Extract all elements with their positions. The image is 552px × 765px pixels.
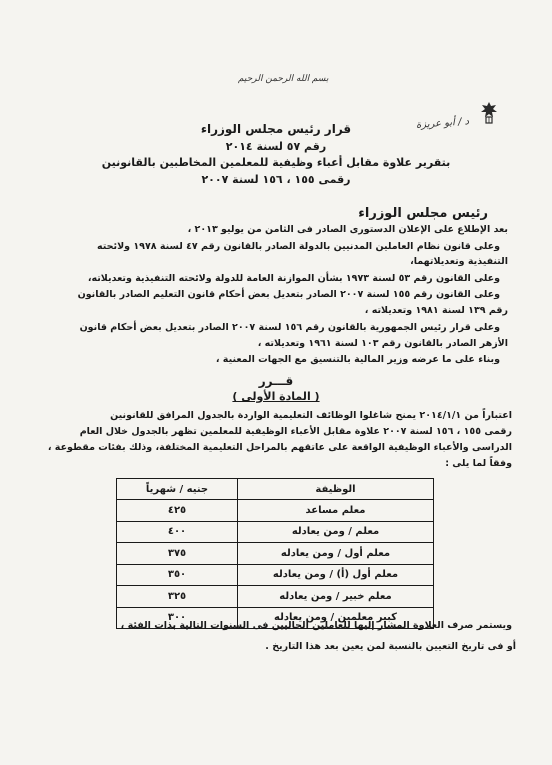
allowance-table xyxy=(116,478,434,629)
job-cell: معلم مساعد xyxy=(238,500,434,522)
amount-cell: ٤٢٥ xyxy=(117,500,238,522)
article-title: ( المادة الأولى ) xyxy=(232,390,320,403)
job-cell: معلم / ومن يعادله xyxy=(238,521,434,543)
paragraph-line: الأزهر الصادر بالقانون رقم ١٠٣ لسنة ١٩٦١ وتعديلاته ، xyxy=(257,338,508,349)
amount-cell: ٣٥٠ xyxy=(117,564,238,586)
article-line: اعتباراً من ٢٠١٤/١/١ يمنح شاغلوا الوظائف التعليمية الواردة بالجدول المرافق للقانونين xyxy=(110,410,512,421)
paragraph-line: وبناء على ما عرضه وزير المالية بالتنسيق مع الجهات المعنية ، xyxy=(215,354,500,365)
decree-subject: بتقرير علاوة مقابل أعباء وظيفية للمعلمين المخاطبين بالقانونين xyxy=(101,156,451,169)
job-cell: معلم أول (أ) / ومن يعادله xyxy=(238,564,434,586)
handwritten-signature: د / أبو عريزة xyxy=(415,116,470,131)
table-row xyxy=(117,521,434,543)
basmala: بسم الله الرحمن الرحيم xyxy=(238,74,329,84)
column-header-amount: جنيه / شهرياً xyxy=(117,479,238,500)
body-heading: رئيس مجلس الوزراء xyxy=(358,206,488,221)
paragraph-line: بعد الإطلاع على الإعلان الدستورى الصادر فى الثامن من يوليو ٢٠١٣ ، xyxy=(187,224,508,235)
job-cell: كبير معلمين / ومن يعادله xyxy=(238,607,434,629)
paragraph-line: وعلى القانون رقم ١٥٥ لسنة ٢٠٠٧ الصادر بتعديل بعض أحكام قانون التعليم الصادر بالقانون xyxy=(77,289,500,300)
table-row xyxy=(117,543,434,565)
decides-heading: قـــرر xyxy=(258,374,294,388)
decree-number: رقم ٥٧ لسنة ٢٠١٤ xyxy=(225,140,327,153)
paragraph-line: التنفيذية وتعديلاتهما، xyxy=(410,256,508,267)
table-row xyxy=(117,586,434,608)
amount-cell: ٣٧٥ xyxy=(117,543,238,565)
table-row xyxy=(117,564,434,586)
paragraph-line: وعلى قانون نظام العاملين المدنيين بالدولة الصادر بالقانون رقم ٤٧ لسنة ١٩٧٨ ولائحته xyxy=(97,241,500,252)
paragraph-line: وعلى القانون رقم ٥٣ لسنة ١٩٧٣ بشأن الموازنة العامة للدولة ولائحته التنفيذية وتعديلاته، xyxy=(87,273,500,284)
column-header-job: الوظيفة xyxy=(238,479,434,500)
table-row xyxy=(117,500,434,522)
paragraph-line: رقم ١٣٩ لسنة ١٩٨١ وتعديلاته ، xyxy=(364,305,508,316)
table-header-row xyxy=(117,479,434,500)
job-cell: معلم أول / ومن يعادله xyxy=(238,543,434,565)
article-line: الدراسى والأعباء الوظيفية الواقعة على عاتقهم بالمراحل التعليمية المختلفة، وذلك بفئات مقطوعة ، xyxy=(47,442,512,453)
article-line: وفقاً لما يلى : xyxy=(445,458,512,469)
decree-laws: رقمى ١٥٥ ، ١٥٦ لسنة ٢٠٠٧ xyxy=(201,173,351,186)
paragraph-line: وعلى قرار رئيس الجمهورية بالقانون رقم ١٥٦ لسنة ٢٠٠٧ الصادر بتعديل بعض أحكام قانون xyxy=(79,322,500,333)
decree-title: قرار رئيس مجلس الوزراء xyxy=(200,122,352,136)
amount-cell: ٤٠٠ xyxy=(117,521,238,543)
job-cell: معلم خبير / ومن يعادله xyxy=(238,586,434,608)
closing-line: أو فى تاريخ التعيين بالنسبة لمن يعين بعد هذا التاريخ . xyxy=(265,641,516,652)
article-line: رقمى ١٥٥ ، ١٥٦ لسنة ٢٠٠٧ علاوة مقابل الأعباء الوظيفية للمعلمين تظهر بالجدول خلال العام xyxy=(79,426,512,437)
closing-line: ويستمر صرف العلاوة المشار إليها للعاملين الحاليين فى السنوات التالية بذات الفئة ، xyxy=(120,620,512,631)
amount-cell: ٣٠٠ xyxy=(117,607,238,629)
amount-cell: ٣٢٥ xyxy=(117,586,238,608)
